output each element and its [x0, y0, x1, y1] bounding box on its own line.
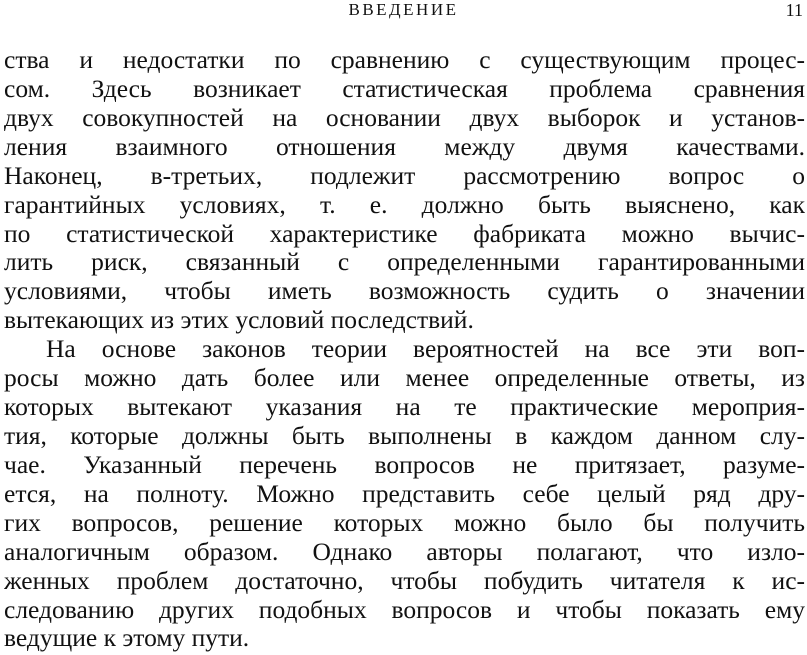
text-line: ства и недостатки по сравнению с существующим процес- [4, 46, 805, 74]
text-line: ления взаимного отношения между двумя качествами. [4, 132, 805, 161]
text-line: вытекающих из этих условий последствий. [4, 306, 474, 335]
page-number: 11 [785, 0, 803, 20]
paragraph-1 [4, 46, 805, 335]
paragraph-2 [4, 335, 805, 653]
text-line: росы можно дать более или менее определенные ответы, из [4, 364, 805, 393]
text-line: по статистической характеристике фабриката можно вычис- [4, 219, 805, 248]
text-line: ется, на полноту. Можно представить себе целый ряд дру- [4, 479, 805, 508]
text-line: следованию других подобных вопросов и чтобы показать ему [4, 595, 805, 624]
text-line: лить риск, связанный с определенными гарантированными [4, 248, 805, 277]
text-line: двух совокупностей на основании двух выборок и установ- [4, 103, 805, 132]
text-line: сом. Здесь возникает статистическая проблема сравнения [4, 74, 805, 103]
text-line: гих вопросов, решение которых можно было бы получить [4, 508, 805, 537]
text-line: ведущие к этому пути. [4, 624, 250, 653]
text-line: чае. Указанный перечень вопросов не притязает, разуме- [4, 450, 805, 479]
text-line: женных проблем достаточно, чтобы побудить читателя к ис- [4, 566, 805, 595]
text-line: аналогичным образом. Однако авторы полагают, что изло- [4, 537, 805, 566]
text-line: На основе законов теории вероятностей на все эти воп- [46, 335, 805, 364]
running-header [0, 0, 807, 28]
text-line: тия, которые должны быть выполнены в каждом данном слу- [4, 421, 805, 450]
text-line: Наконец, в-третьих, подлежит рассмотрению вопрос о [4, 161, 805, 190]
body-text [4, 46, 805, 653]
text-line: гарантийных условиях, т. е. должно быть выяснено, как [4, 190, 805, 219]
text-line: условиями, чтобы иметь возможность судить о значении [4, 277, 805, 306]
text-line: которых вытекают указания на те практические мероприя- [4, 393, 805, 422]
running-title: ВВЕДЕНИЕ [348, 0, 459, 19]
